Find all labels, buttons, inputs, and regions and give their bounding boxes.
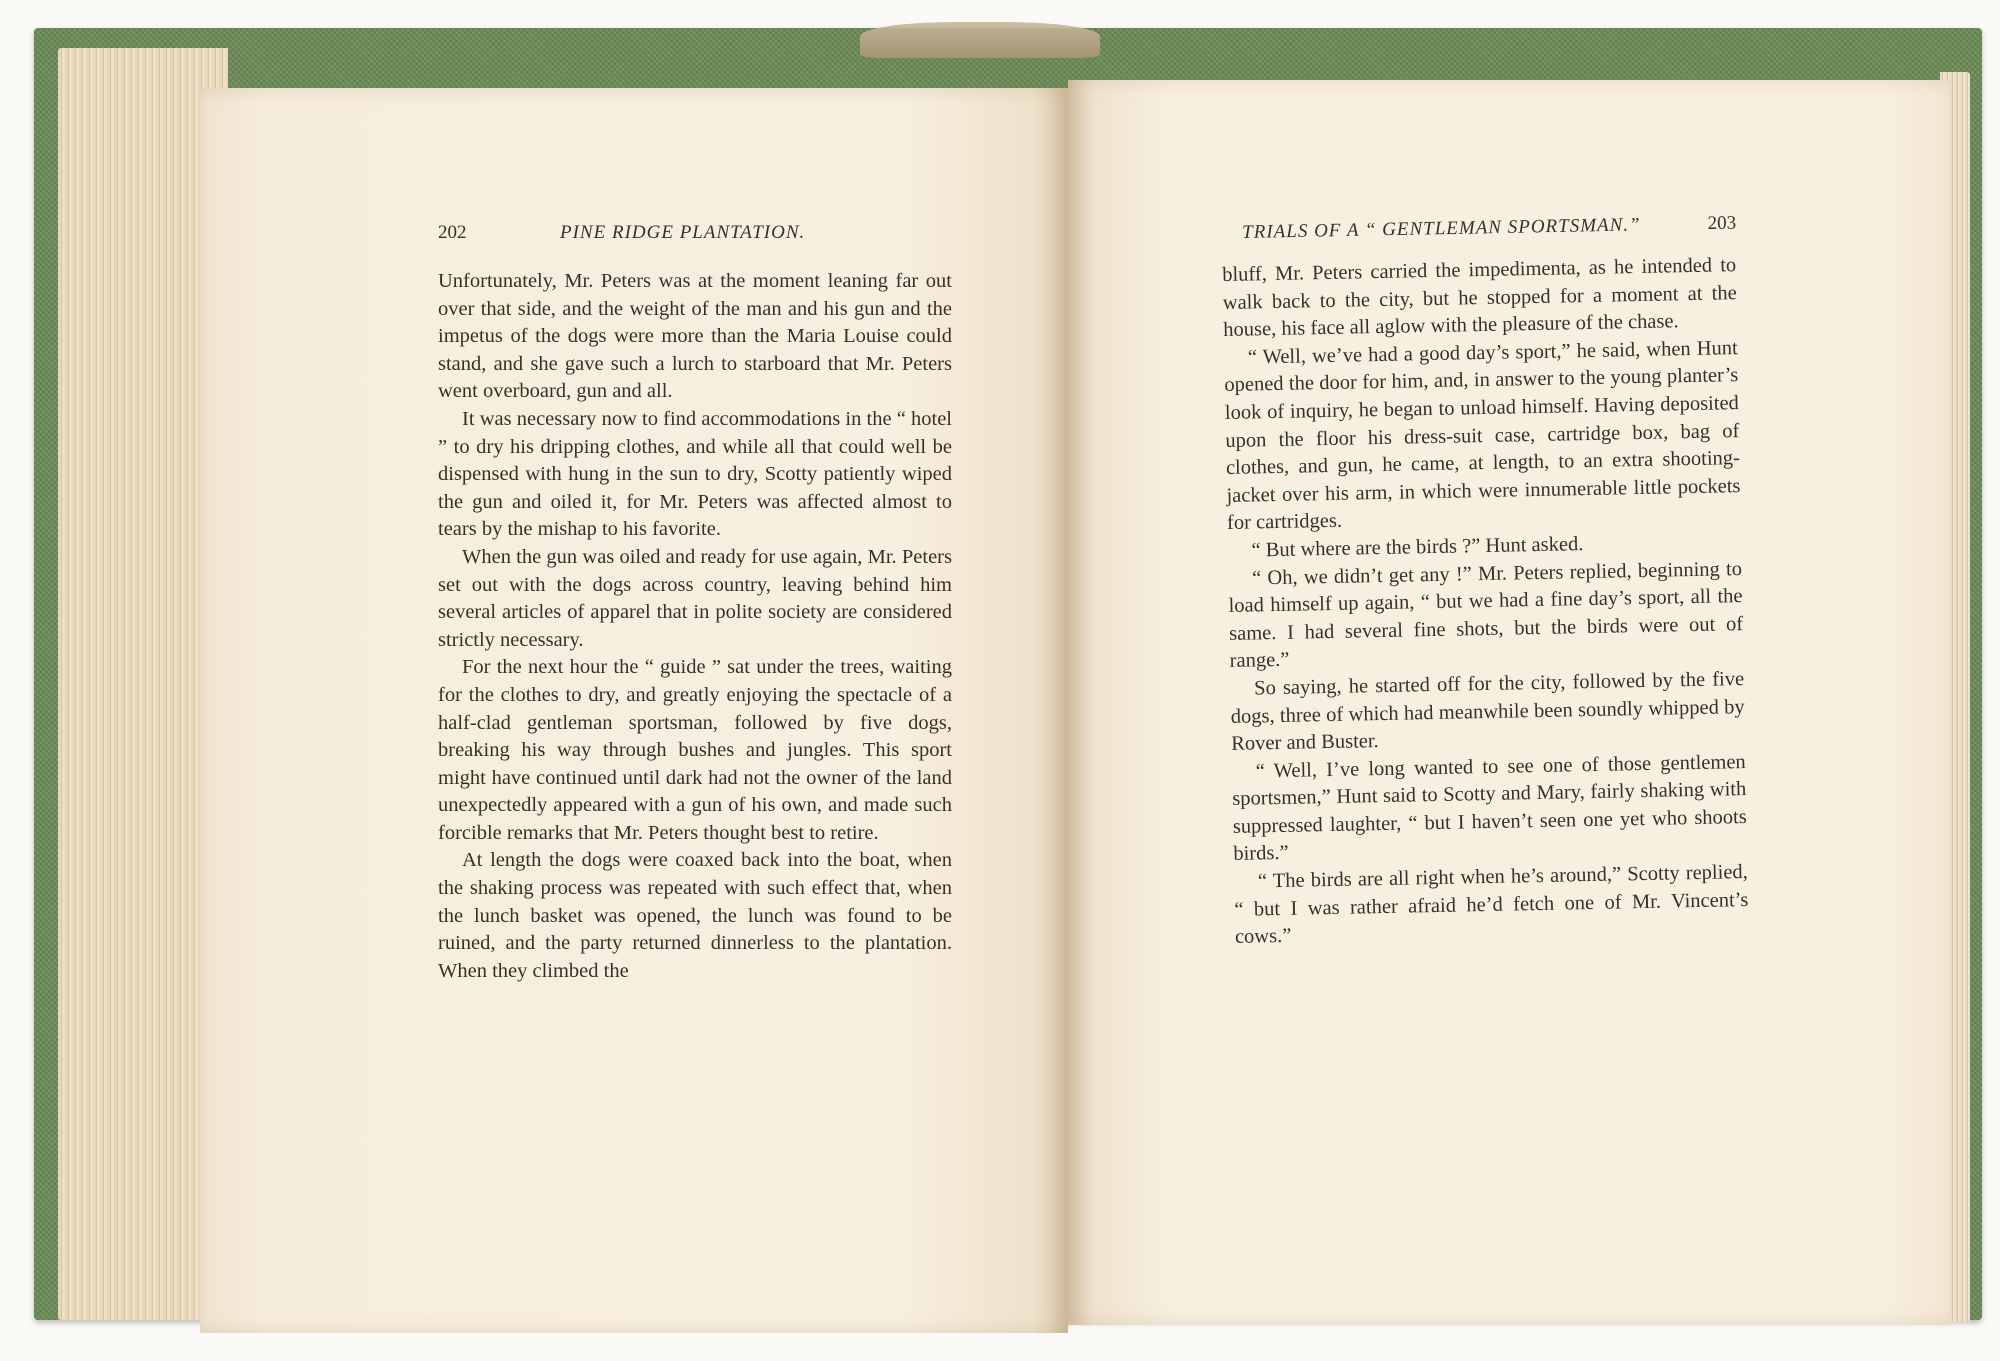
left-paragraph-5: At length the dogs were coaxed back into the boat, when the shaking process was repeated with such effect that, when the lunch basket was opened, the lunch was found to be ruined, and the party returned dinnerless to the plantation. When they climbed the	[438, 849, 952, 982]
left-page-body	[438, 268, 952, 985]
right-paragraph-6: “ Well, I’ve long wanted to see one of those gentlemen sportsmen,” Hunt said to Scotty and Mary, fairly shaking with suppressed laughter, “ but I haven’t seen one yet who shoots birds.”	[1232, 750, 1747, 866]
left-page-number: 202	[438, 222, 467, 243]
right-running-title: TRIALS OF A “ GENTLEMAN SPORTSMAN.”	[1242, 214, 1641, 243]
right-page-number: 203	[1707, 212, 1737, 235]
left-running-title: PINE RIDGE PLANTATION.	[560, 222, 806, 243]
right-paragraph-3: “ But where are the birds ?” Hunt asked.	[1251, 533, 1584, 562]
right-paragraph-4: “ Oh, we didn’t get any !” Mr. Peters replied, beginning to load himself up again, “ but we had a fine day’s sport, all the same. I had several fine shots, but the birds were out of range.”	[1228, 557, 1744, 673]
left-paragraph-1: Unfortunately, Mr. Peters was at the moment leaning far out over that side, and the weight of the man and his gun and the impetus of the dogs were more than the Maria Louise could stand, and she gave such a lurch to starboard that Mr. Peters went overboard, gun and all.	[438, 270, 952, 403]
right-paragraph-7: “ The birds are all right when he’s around,” Scotty replied, “ but I was rather afraid he’d fetch one of Mr. Vincent’s cows.”	[1234, 861, 1749, 949]
left-paragraph-3: When the gun was oiled and ready for use again, Mr. Peters set out with the dogs across country, leaving behind him several articles of apparel that in polite society are considered strictly necessary.	[438, 545, 952, 651]
right-paragraph-1: bluff, Mr. Peters carried the impedimenta, as he intended to walk back to the city, but he stopped for a moment at the house, his face all aglow with the pleasure of the chase.	[1222, 254, 1737, 342]
worn-spine-top	[860, 22, 1100, 58]
right-page-body	[1222, 252, 1749, 952]
right-paragraph-5: So saying, he started off for the city, followed by the five dogs, three of which had meanwhile been soundly whipped by Rover and Buster.	[1230, 667, 1745, 756]
left-paragraph-4: For the next hour the “ guide ” sat under the trees, waiting for the clothes to dry, and greatly enjoying the spectacle of a half-clad gentleman sportsman, followed by five dogs, breaking his way through bushes and jungles. This sport might have continued until dark had not the owner of the land unexpectedly appeared with a gun of his own, and made such forcible remarks that Mr. Peters thought best to retire.	[438, 656, 952, 844]
right-paragraph-2: “ Well, we’ve had a good day’s sport,” he said, when Hunt opened the door for him, and, in answer to the young planter’s look of inquiry, he began to unload himself. Having deposited upon the floor his dress-suit case, cartridge box, bag of clothes, and gun, he came, at length, to an extra shooting-jacket over his arm, in which were innumerable little pockets for cartridges.	[1224, 336, 1741, 535]
left-paragraph-2: It was necessary now to find accommodations in the “ hotel ” to dry his dripping clothes, and while all that could well be dispensed with hung in the sun to dry, Scotty patiently wiped the gun and oiled it, for Mr. Peters was affected almost to tears by the mishap to his favorite.	[438, 407, 952, 541]
